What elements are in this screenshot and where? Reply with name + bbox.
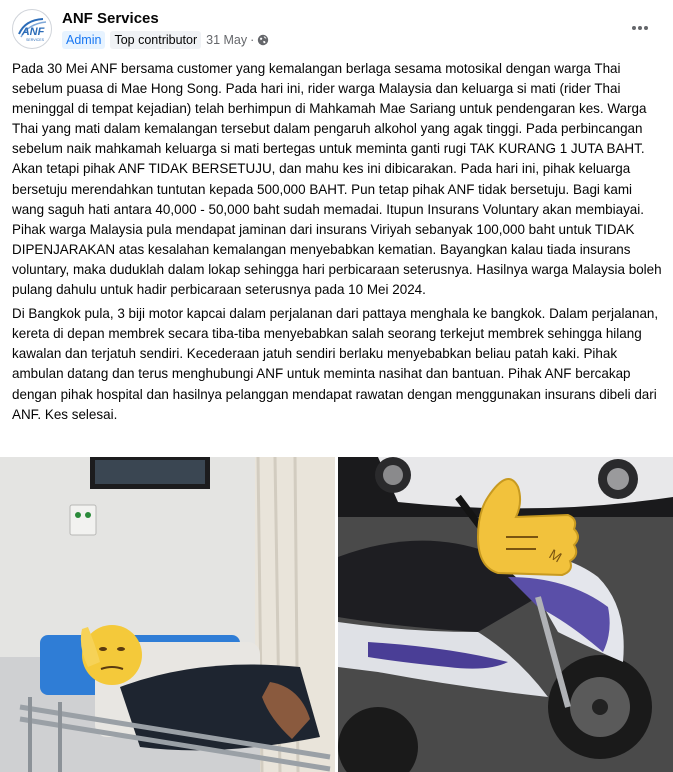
avatar-logo-text: ANF xyxy=(21,26,45,38)
post-meta xyxy=(62,31,269,49)
globe-icon[interactable] xyxy=(257,34,269,46)
meta-separator: · xyxy=(250,33,255,47)
svg-text:M: M xyxy=(546,545,565,566)
page-avatar[interactable] xyxy=(12,9,52,49)
page-name[interactable]: ANF Services xyxy=(62,10,159,27)
post-text xyxy=(12,59,662,425)
more-options-button[interactable] xyxy=(622,10,658,46)
post-paragraph: Di Bangkok pula, 3 biji motor kapcai dalam perjalanan dari pattaya menghala ke bangkok. Dalam perjalanan, kereta di depan membrek secara tiba-tiba menyebabkan salah seorang terkejut membrek sehingga hilang kawalan dan terjatuh sendiri. Kecederaan jatuh sendiri berlaku menyebabkan beliau patah kaki. Pihak ambulan datang dan terus menghubungi ANF untuk meminta nasihat dan bantuan. Pihak ANF bercakap dengan pihak hospital dan hasilnya pelanggan mendapat rawatan dengan menggunakan insurans dibeli dari ANF. Kes selesai. xyxy=(12,306,659,422)
anf-logo-icon xyxy=(13,10,52,49)
damaged-motorcycle-photo[interactable] xyxy=(338,457,673,772)
post-header xyxy=(0,0,673,58)
top-contributor-badge[interactable]: Top contributor xyxy=(110,31,201,49)
photo-grid xyxy=(0,457,673,772)
more-dots-icon xyxy=(631,25,649,31)
post-paragraph: Pada 30 Mei ANF bersama customer yang kemalangan berlaga sesama motosikal dengan warga Thai sebelum puasa di Mae Hong Song. Pada hari ini, rider warga Malaysia dan keluarga si mati (rider Thai meninggal di tempat kejadian) telah berhimpun di Mahkamah Mae Sariang untuk pendengaran kes. Warga Thai yang mati dalam kemalangan tersebut dalam pengaruh alkohol yang agak tinggi. Pada perbincangan sebelum naik mahkamah keluarga si mati bertegas untuk meminta ganti rugi TAK KURANG 1 JUTA BAHT. Akan tetapi pihak ANF TIDAK BERSETUJU, dan mahu kes ini dibicarakan. Pada hari ini, pihak keluarga bersetuju merendahkan tuntutan kepada 500,000 BAHT. Pun tetap pihak ANF tidak bersetuju. Bagi kami wang saguh hati antara 40,000 - 50,000 baht sudah memadai. Itupun Insurans Voluntary akan membiayai. Pihak warga Malaysia pula mendapat jaminan dari insurans Viriyah sebanyak 100,000 baht untuk TIDAK DIPENJARAKAN atas kesalahan kemalangan menyebabkan kematian. Bayangkan kalau tiada insurans voluntary, maka duduklah dalam lokap sehingga hari perbicaraan seterusnya. Hasilnya warga Malaysia boleh pulang dahulu untuk hadir perbicaraan seterusnya pada 10 Mei 2024. xyxy=(12,61,662,298)
avatar-logo-subtext: SERVICES xyxy=(25,38,45,42)
hospital-patient-photo[interactable] xyxy=(0,457,335,772)
post-date[interactable]: 31 May xyxy=(206,33,248,47)
admin-badge[interactable]: Admin xyxy=(62,31,105,49)
